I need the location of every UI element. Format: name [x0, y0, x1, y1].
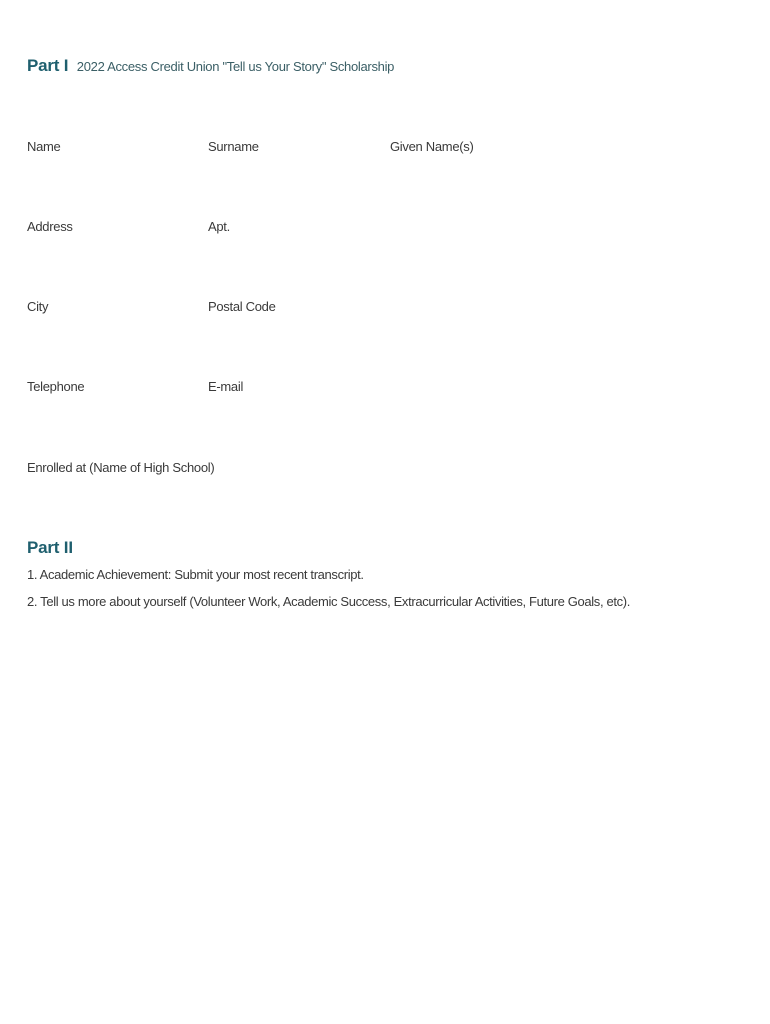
postal-code-label: Postal Code	[208, 299, 276, 314]
name-label: Name	[27, 139, 61, 154]
enrolled-at-label: Enrolled at (Name of High School)	[27, 460, 215, 475]
scholarship-title: 2022 Access Credit Union "Tell us Your Story" Scholarship	[76, 59, 395, 74]
city-label: City	[27, 299, 49, 314]
email-label: E-mail	[208, 379, 244, 394]
part-two-item-academic: 1. Academic Achievement: Submit your most recent transcript.	[27, 567, 364, 582]
given-names-label: Given Name(s)	[390, 139, 474, 154]
address-label: Address	[27, 219, 73, 234]
part-two-item-about-yourself: 2. Tell us more about yourself (Volunteer Work, Academic Success, Extracurricular Activities, Future Goals, etc).	[27, 594, 631, 609]
part-one-title-row	[27, 56, 394, 76]
part-two-title-row	[27, 538, 73, 558]
part-two-heading: Part II	[27, 538, 73, 557]
surname-label: Surname	[208, 139, 259, 154]
apt-label: Apt.	[208, 219, 230, 234]
part-one-heading: Part I	[27, 56, 69, 75]
telephone-label: Telephone	[27, 379, 85, 394]
